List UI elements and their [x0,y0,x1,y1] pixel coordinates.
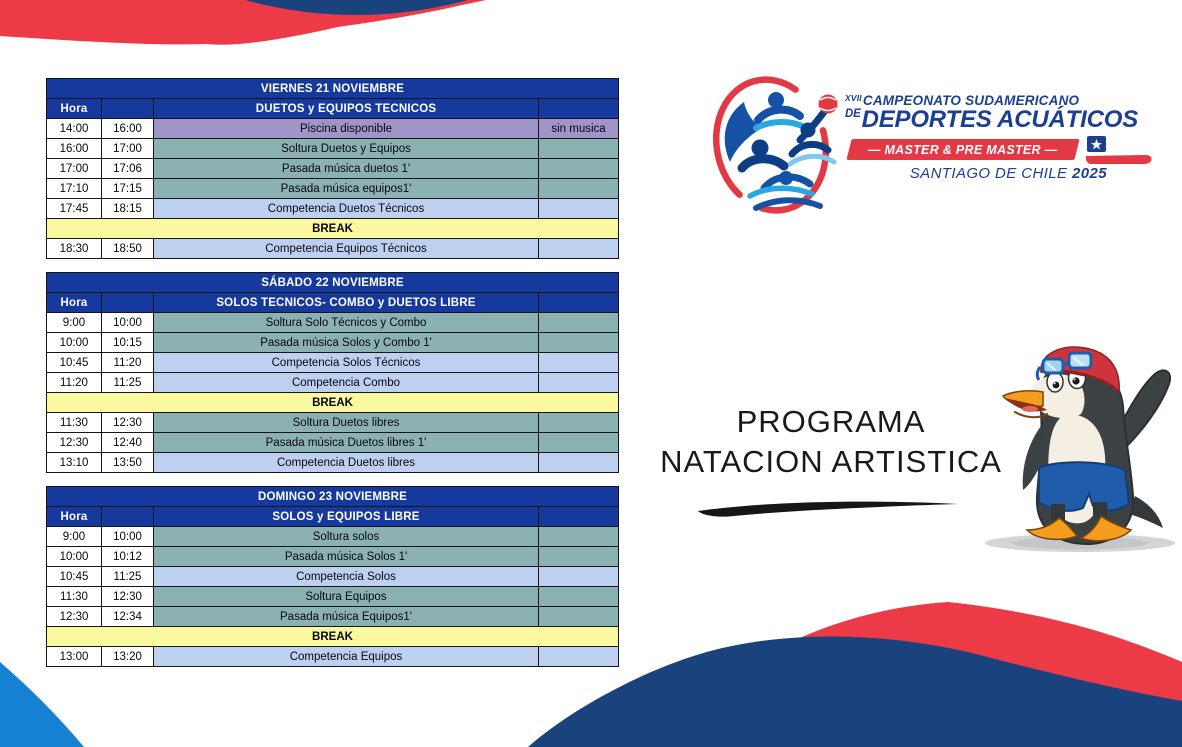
schedule-row [47,333,619,353]
break-label: BREAK [47,219,619,239]
schedule-row [47,373,619,393]
note-cell [539,547,619,567]
time-start-cell: 10:45 [47,567,102,587]
table-title-row [47,487,619,507]
activity-cell: Competencia Duetos Técnicos [154,199,539,219]
break-label: BREAK [47,627,619,647]
activity-cell: Pasada música Equipos1' [154,607,539,627]
table-header-row [47,507,619,527]
note-cell [539,159,619,179]
time-start-cell: 10:00 [47,333,102,353]
hora-header: Hora [47,293,102,313]
schedule-row [47,647,619,667]
time-start-cell: 18:30 [47,239,102,259]
note-cell: sin musica [539,119,619,139]
table-title: SÁBADO 22 NOVIEMBRE [47,273,619,293]
note-cell [539,647,619,667]
activity-cell: Pasada música duetos 1' [154,159,539,179]
time-end-cell: 11:25 [102,567,154,587]
end-time-header [102,99,154,119]
program-title-line2: NATACION ARTISTICA [660,444,1002,479]
time-end-cell: 17:15 [102,179,154,199]
penguin-mascot-icon [985,346,1180,560]
table-subtitle: DUETOS y EQUIPOS TECNICOS [154,99,539,119]
schedule-row [47,453,619,473]
activity-cell: Pasada música Solos y Combo 1' [154,333,539,353]
time-start-cell: 9:00 [47,527,102,547]
activity-cell: Soltura Equipos [154,587,539,607]
banner-label: — MASTER & PRE MASTER — [868,142,1058,157]
time-end-cell: 11:20 [102,353,154,373]
activity-cell: Competencia Equipos [154,647,539,667]
table-header-row [47,99,619,119]
schedule-row [47,433,619,453]
time-end-cell: 12:30 [102,413,154,433]
time-end-cell: 17:06 [102,159,154,179]
note-cell [539,587,619,607]
time-end-cell: 10:00 [102,313,154,333]
note-cell [539,333,619,353]
time-start-cell: 11:20 [47,373,102,393]
schedule-row [47,313,619,333]
note-header [539,293,619,313]
time-end-cell: 16:00 [102,119,154,139]
time-end-cell: 12:30 [102,587,154,607]
time-start-cell: 14:00 [47,119,102,139]
program-title-line1: PROGRAMA [736,404,926,439]
break-row [47,393,619,413]
schedule-row [47,239,619,259]
end-time-header [102,293,154,313]
time-start-cell: 10:45 [47,353,102,373]
time-end-cell: 10:00 [102,527,154,547]
activity-cell: Competencia Combo [154,373,539,393]
schedule-row [47,567,619,587]
time-start-cell: 12:30 [47,433,102,453]
time-end-cell: 10:15 [102,333,154,353]
time-start-cell: 17:00 [47,159,102,179]
note-cell [539,527,619,547]
activity-cell: Competencia Solos [154,567,539,587]
bottom-left-blue-shape [0,662,84,747]
hora-header: Hora [47,99,102,119]
schedule-row [47,199,619,219]
activity-cell: Pasada música Solos 1' [154,547,539,567]
note-cell [539,179,619,199]
schedule-row [47,547,619,567]
aquatics-emblem-icon [700,74,842,216]
activity-cell: Piscina disponible [154,119,539,139]
table-subtitle: SOLOS y EQUIPOS LIBRE [154,507,539,527]
note-cell [539,413,619,433]
break-label: BREAK [47,393,619,413]
time-end-cell: 10:12 [102,547,154,567]
deportes-text: DEPORTES ACUÁTICOS [861,106,1139,133]
schedule-table-domingo [46,486,619,667]
note-cell [539,453,619,473]
table-title-row [47,79,619,99]
note-header [539,507,619,527]
activity-cell: Soltura Duetos y Equipos [154,139,539,159]
time-start-cell: 16:00 [47,139,102,159]
break-row [47,219,619,239]
activity-cell: Soltura Solo Técnicos y Combo [154,313,539,333]
edition-number: XVII [845,93,862,103]
campeonato-text: CAMPEONATO SUDAMERICANO [862,93,1080,108]
activity-cell: Pasada música Duetos libres 1' [154,433,539,453]
schedule-row [47,413,619,433]
break-row [47,627,619,647]
table-header-row [47,293,619,313]
hora-header: Hora [47,507,102,527]
activity-cell: Soltura solos [154,527,539,547]
de-prefix: DE [845,108,861,120]
note-cell [539,139,619,159]
banner-row [845,139,1107,162]
time-start-cell: 17:45 [47,199,102,219]
table-subtitle: SOLOS TECNICOS- COMBO y DUETOS LIBRE [154,293,539,313]
time-start-cell: 17:10 [47,179,102,199]
time-start-cell: 10:00 [47,547,102,567]
location-text: SANTIAGO DE CHILE [909,165,1068,182]
table-title-row [47,273,619,293]
note-cell [539,373,619,393]
activity-cell: Competencia Solos Técnicos [154,353,539,373]
note-cell [539,353,619,373]
schedule-row [47,119,619,139]
time-end-cell: 11:25 [102,373,154,393]
end-time-header [102,507,154,527]
time-start-cell: 11:30 [47,413,102,433]
schedule-table-sabado [46,272,619,473]
schedule-row [47,587,619,607]
note-cell [539,199,619,219]
schedule-row [47,607,619,627]
note-cell [539,239,619,259]
championship-wordmark [845,93,1139,182]
time-end-cell: 18:15 [102,199,154,219]
wordmark-location [845,165,1107,182]
time-end-cell: 18:50 [102,239,154,259]
activity-cell: Pasada música equipos1' [154,179,539,199]
program-title [630,402,1032,482]
schedule-row [47,139,619,159]
activity-cell: Soltura Duetos libres [154,413,539,433]
schedule-table-viernes [46,78,619,259]
time-start-cell: 12:30 [47,607,102,627]
title-swoosh-underline [694,497,962,519]
note-cell [539,313,619,333]
time-end-cell: 12:40 [102,433,154,453]
time-end-cell: 17:00 [102,139,154,159]
time-end-cell: 12:34 [102,607,154,627]
year-text: 2025 [1072,165,1107,182]
time-end-cell: 13:20 [102,647,154,667]
time-start-cell: 13:10 [47,453,102,473]
note-cell [539,607,619,627]
wordmark-line2 [845,106,1139,134]
activity-cell: Competencia Duetos libres [154,453,539,473]
note-cell [539,433,619,453]
time-start-cell: 9:00 [47,313,102,333]
time-start-cell: 11:30 [47,587,102,607]
time-end-cell: 13:50 [102,453,154,473]
table-title: VIERNES 21 NOVIEMBRE [47,79,619,99]
table-title: DOMINGO 23 NOVIEMBRE [47,487,619,507]
schedule-row [47,179,619,199]
master-banner [846,139,1079,160]
chile-flag-icon [1085,136,1157,166]
time-start-cell: 13:00 [47,647,102,667]
note-header [539,99,619,119]
schedule-row [47,527,619,547]
schedule-row [47,159,619,179]
note-cell [539,567,619,587]
schedule-row [47,353,619,373]
activity-cell: Competencia Equipos Técnicos [154,239,539,259]
